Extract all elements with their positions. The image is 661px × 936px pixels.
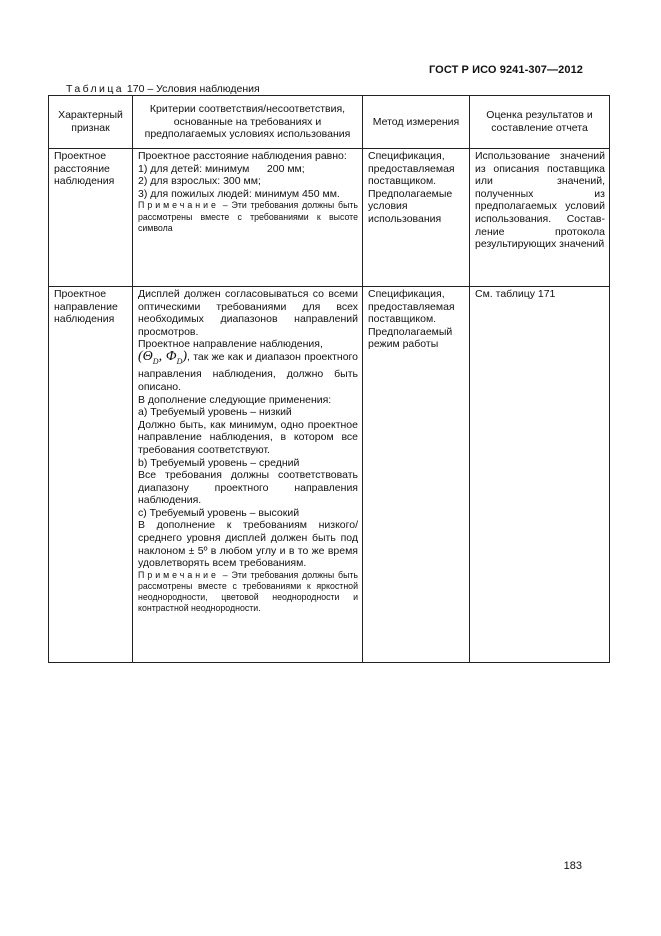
criteria-line: В дополнение к требованиям низкого/среднего уровня дисплей должен быть под наклоном ± 5º в любом углу и в то же время удовлетворять всем требованиям. [138,519,358,570]
note-text: – Эти требования должны быть рассмотрены вместе с требованиями к яркостной неоднородности, цветовой неоднородности и контрастной неоднородности. [138,569,358,614]
criteria-paragraph: Дисплей должен согласовываться со всеми оптическими требованиями для всех необходимых диапазонов направлений просмотров. [138,288,358,338]
criteria-line: 2) для взрослых: 300 мм; [138,175,261,188]
table-row [49,149,610,287]
criteria-line: b) Требуемый уровень – средний [138,456,300,469]
header-evaluation: Оценка результатов и составление отчета [470,96,610,149]
phi-subscript: D [176,356,183,366]
criteria-line: Проектное направление наблюдения, [138,338,323,351]
criteria-line: c) Требуемый уровень – высокий [138,506,300,519]
theta-symbol: Θ [142,348,153,364]
table-header-row [49,96,610,149]
criteria-cell [133,149,363,287]
header-method: Метод измерения [363,96,470,149]
criteria-line: 1) для детей: минимум 200 мм; [138,162,305,175]
page-number: 183 [563,860,582,872]
criteria-line: Должно быть, как минимум, одно проектное направление наблюдения, в котором все требования соответствуют. [138,418,358,456]
table-caption-prefix: Таблица [66,83,124,95]
criteria-formula-line [138,348,358,394]
table-caption-text: 170 – Условия наблюдения [126,83,260,95]
evaluation-cell: См. таблицу 171 [470,287,610,663]
criteria-cell [133,287,363,663]
note [138,200,358,234]
standard-designation: ГОСТ Р ИСО 9241-307—2012 [428,64,583,76]
header-feature: Характерный признак [49,96,133,149]
criteria-text: , так же как и диапазон проектного направления наблюдения, должно быть описано. [138,350,358,393]
note-text: – Эти требования должны быть рассмотрены вместе с требованиями к высоте символа [138,200,358,233]
feature-cell: Проектное расстояние наблюдения [49,149,133,287]
evaluation-cell: Использование значений из описания поставщика или значений, полученных из предполагаемых условий использования. Составление протокола результирующих значений [470,149,610,287]
criteria-line: a) Требуемый уровень – низкий [138,406,292,419]
method-cell: Спецификация, предоставляемая поставщиком. Предполагаемый режим работы [363,287,470,663]
table-row [49,287,610,663]
header-criteria: Критерии соответствия/несоответствия, основанные на требованиях и предполагаемых условиях использования [133,96,363,149]
criteria-line: В дополнение следующие применения: [138,393,332,406]
method-cell: Спецификация, предоставляемая поставщиком. Предполагаемые условия использования [363,149,470,287]
observation-conditions-table [48,95,610,663]
criteria-line: 3) для пожилых людей: минимум 450 мм. [138,187,340,200]
note-label: Примечание [138,200,219,211]
theta-subscript: D [152,356,159,366]
phi-symbol: Φ [165,348,177,364]
feature-cell: Проектное направление наблюдения [49,287,133,663]
note-label: Примечание [138,569,219,580]
table-caption [66,83,260,95]
criteria-line: Все требования должны соответствовать диапазону проектного направления наблюдения. [138,469,358,507]
note [138,570,358,615]
criteria-line: Проектное расстояние наблюдения равно: [138,150,347,162]
viewing-direction-formula: ($\Theta_D$, $\Phi_D$) [138,348,188,366]
